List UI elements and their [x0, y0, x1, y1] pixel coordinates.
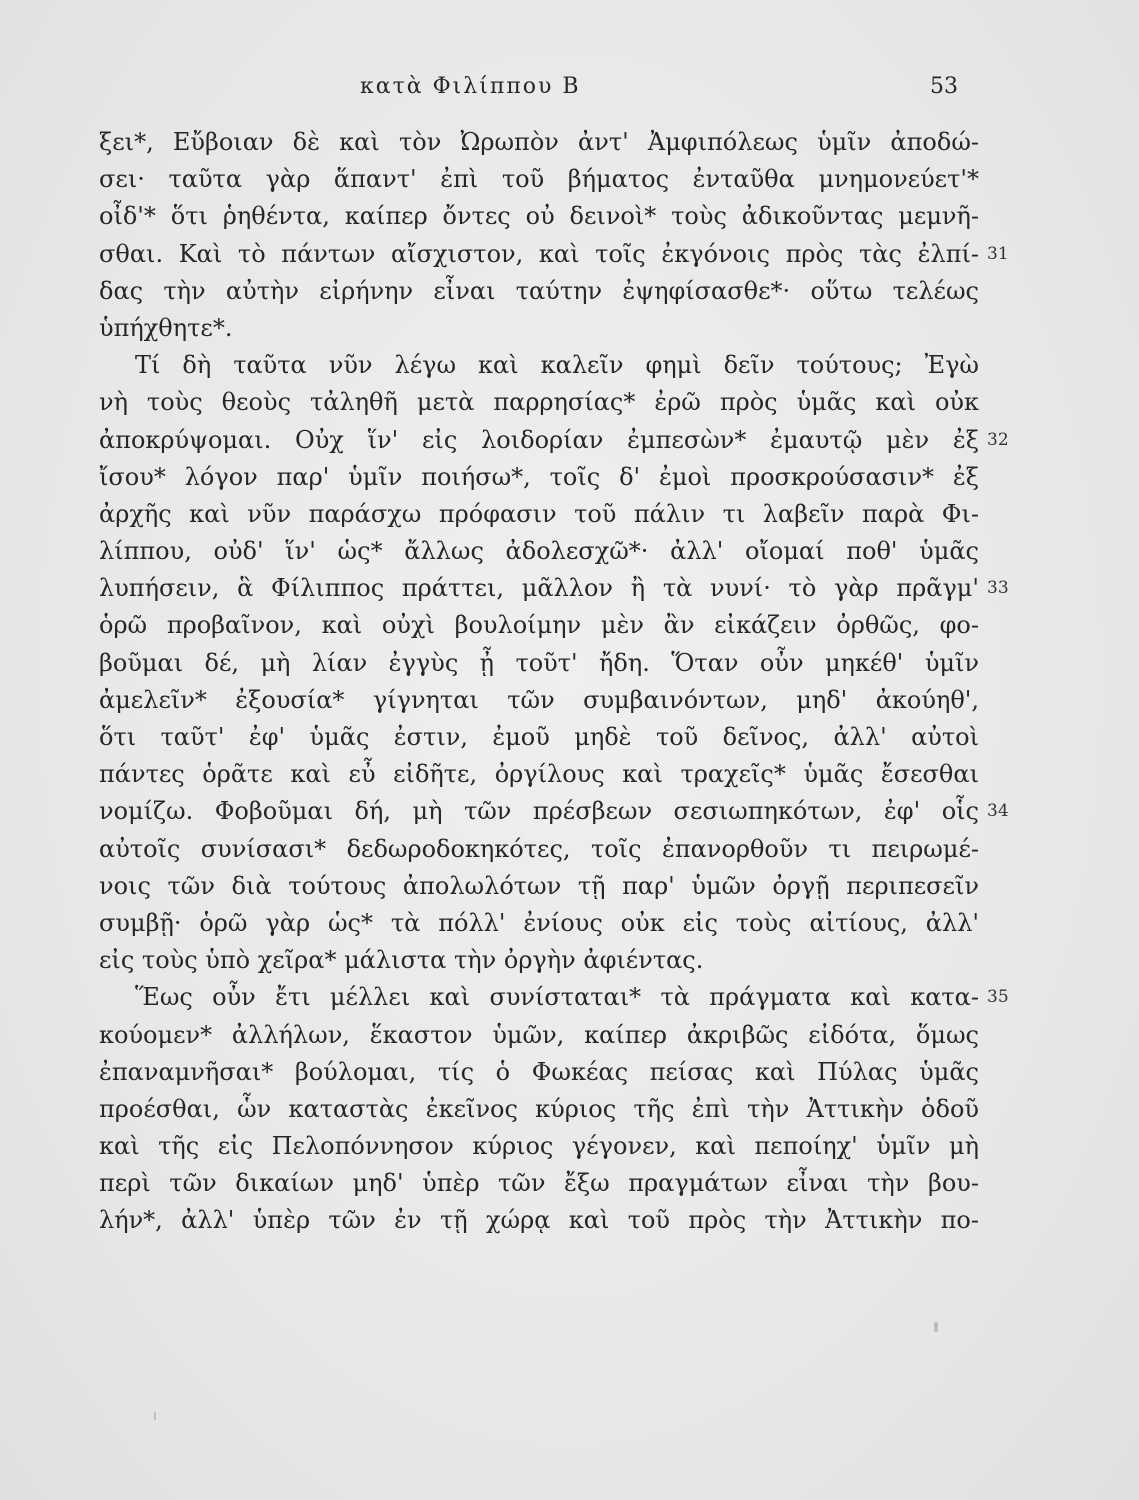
text-line	[99, 236, 1009, 273]
text-line-content: σει· ταῦτα γὰρ ἅπαντ' ἐπὶ τοῦ βήματος ἐνταῦθα μνημονεύετ'*	[99, 165, 979, 194]
text-line-content: εἰς τοὺς ὑπὸ χεῖρα* μάλιστα τὴν ὀργὴν ἀφιέντας.	[99, 946, 704, 975]
text-line	[99, 942, 979, 979]
text-line	[99, 570, 1009, 607]
section-number: 33	[987, 578, 1009, 599]
text-line-content: νομίζω. Φοβοῦμαι δή, μὴ τῶν πρέσβεων σεσιωπηκότων, ἐφ' οἷς	[99, 797, 979, 826]
text-line-content: ὁρῶ προβαῖνον, καὶ οὐχὶ βουλοίμην μὲν ἂν εἰκάζειν ὀρθῶς, φο-	[99, 611, 979, 640]
text-line-content: ἀρχῆς καὶ νῦν παράσχω πρόφασιν τοῦ πάλιν τι λαβεῖν παρὰ Φι-	[99, 499, 979, 528]
text-line-content: βοῦμαι δέ, μὴ λίαν ἐγγὺς ᾖ τοῦτ' ἤδη. Ὅταν οὖν μηκέθ' ὑμῖν	[99, 648, 979, 677]
text-line-content: λίππου, οὐδ' ἵν' ὡς* ἄλλως ἀδολεσχῶ*· ἀλλ' οἴομαί ποθ' ὑμᾶς	[99, 537, 979, 566]
text-line	[99, 310, 979, 347]
text-line-content: Ἕως οὖν ἔτι μέλλει καὶ συνίσταται* τὰ πράγματα καὶ κατα-	[135, 983, 979, 1012]
text-line-content: οἶδ'* ὅτι ῥηθέντα, καίπερ ὄντες οὐ δεινοὶ* τοὺς ἀδικοῦντας μεμνῆ-	[99, 202, 979, 231]
text-line	[99, 384, 979, 421]
section-number: 31	[987, 243, 1009, 264]
text-line	[99, 682, 979, 719]
text-line-content: δας τὴν αὐτὴν εἰρήνην εἶναι ταύτην ἐψηφίσασθε*· οὕτω τελέως	[99, 276, 979, 305]
text-line-content: ὑπήχθητε*.	[99, 313, 233, 342]
text-line-content: πάντες ὁρᾶτε καὶ εὖ εἰδῆτε, ὀργίλους καὶ τραχεῖς* ὑμᾶς ἔσεσθαι	[99, 760, 979, 789]
text-line	[99, 905, 979, 942]
text-line	[99, 422, 1009, 459]
text-line-content: ἐπαναμνῆσαι* βούλομαι, τίς ὁ Φωκέας πείσας καὶ Πύλας ὑμᾶς	[99, 1057, 979, 1086]
text-line-content: ἴσου* λόγον παρ' ὑμῖν ποιήσω*, τοῖς δ' ἐμοὶ προσκρούσασιν* ἐξ	[99, 462, 979, 491]
text-line	[99, 1202, 979, 1239]
text-line	[99, 979, 1009, 1016]
text-line-content: σθαι. Καὶ τὸ πάντων αἴσχιστον, καὶ τοῖς ἐκγόνοις πρὸς τὰς ἐλπί-	[99, 239, 979, 268]
section-number: 35	[987, 987, 1009, 1008]
text-line-content: νὴ τοὺς θεοὺς τἀληθῆ μετὰ παρρησίας* ἐρῶ πρὸς ὑμᾶς καὶ οὐκ	[99, 388, 979, 417]
text-line-content: ὅτι ταῦτ' ἐφ' ὑμᾶς ἐστιν, ἐμοῦ μηδὲ τοῦ δεῖνος, ἀλλ' αὐτοὶ	[99, 723, 979, 751]
text-line	[99, 161, 979, 198]
text-line-content: κούομεν* ἀλλήλων, ἕκαστον ὑμῶν, καίπερ ἀκριβῶς εἰδότα, ὅμως	[99, 1020, 979, 1049]
text-line	[99, 1128, 979, 1165]
text-line-content: καὶ τῆς εἰς Πελοπόννησον κύριος γέγονεν, καὶ πεποίηχ' ὑμῖν μὴ	[99, 1132, 979, 1161]
text-line	[99, 1165, 979, 1202]
text-line	[99, 719, 979, 756]
text-line	[99, 459, 979, 496]
running-head	[0, 74, 1139, 106]
text-line	[99, 198, 979, 235]
text-line	[99, 1054, 979, 1091]
text-line	[99, 124, 979, 161]
text-line-content: νοις τῶν διὰ τούτους ἀπολωλότων τῇ παρ' ὑμῶν ὀργῇ περιπεσεῖν	[99, 871, 979, 900]
text-line	[99, 607, 979, 644]
ink-speck	[154, 1412, 156, 1420]
text-line	[99, 868, 979, 905]
text-line-content: προέσθαι, ὧν καταστὰς ἐκεῖνος κύριος τῆς ἐπὶ τὴν Ἀττικὴν ὁδοῦ	[99, 1094, 979, 1123]
text-line	[99, 347, 979, 384]
text-line	[99, 1091, 979, 1128]
text-line-content: ἀμελεῖν* ἐξουσία* γίγνηται τῶν συμβαινόντων, μηδ' ἀκούηθ',	[99, 685, 979, 714]
ink-speck	[934, 1322, 938, 1332]
section-number: 34	[987, 801, 1009, 822]
text-line-content: περὶ τῶν δικαίων μηδ' ὑπὲρ τῶν ἔξω πραγμάτων εἶναι τὴν βου-	[99, 1169, 979, 1198]
text-line-content: λυπήσειν, ἃ Φίλιππος πράττει, μᾶλλον ἢ τὰ νυνί· τὸ γὰρ πρᾶγμ'	[99, 574, 979, 603]
text-line	[99, 496, 979, 533]
text-line	[99, 1017, 979, 1054]
text-line	[99, 793, 1009, 830]
text-line-content: αὐτοῖς συνίσασι* δεδωροδοκηκότες, τοῖς ἐπανορθοῦν τι πειρωμέ-	[99, 834, 979, 863]
text-line	[99, 533, 979, 570]
text-line-content: ἀποκρύψομαι. Οὐχ ἵν' εἰς λοιδορίαν ἐμπεσὼν* ἐμαυτῷ μὲν ἐξ	[99, 425, 979, 454]
text-line-content: ξει*, Εὔβοιαν δὲ καὶ τὸν Ὠρωπὸν ἀντ' Ἀμφιπόλεως ὑμῖν ἀποδώ-	[99, 128, 979, 156]
text-line	[99, 831, 979, 868]
text-line	[99, 645, 979, 682]
text-line	[99, 273, 979, 310]
text-line-content: λήν*, ἀλλ' ὑπὲρ τῶν ἐν τῇ χώρᾳ καὶ τοῦ πρὸς τὴν Ἀττικὴν πο-	[99, 1206, 979, 1235]
text-line-content: συμβῇ· ὁρῶ γὰρ ὡς* τὰ πόλλ' ἐνίους οὐκ εἰς τοὺς αἰτίους, ἀλλ'	[99, 908, 979, 937]
text-line-content: Τί δὴ ταῦτα νῦν λέγω καὶ καλεῖν φημὶ δεῖν τούτους; Ἐγὼ	[135, 351, 979, 380]
text-line	[99, 756, 979, 793]
running-title: κατὰ Φιλίππου Β	[360, 74, 581, 99]
page-number: 53	[930, 74, 958, 99]
section-number: 32	[987, 429, 1009, 450]
body-text	[99, 124, 1009, 1240]
